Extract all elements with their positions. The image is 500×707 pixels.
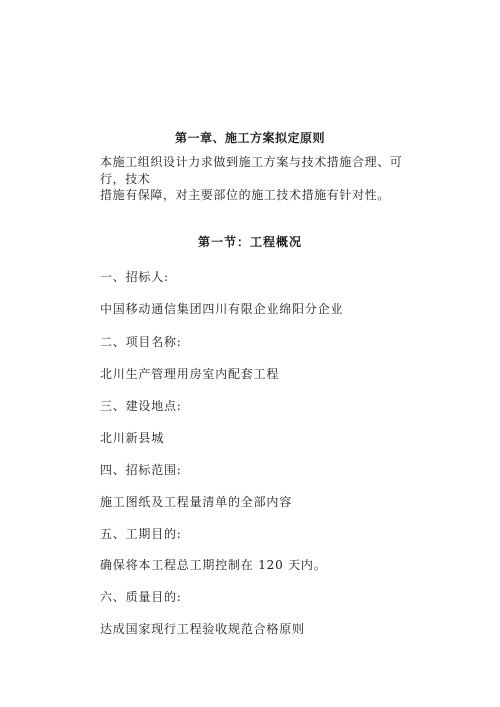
item-value-tenderer: 中国移动通信集团四川有限企业绵阳分企业 <box>100 302 344 316</box>
item-value-scope: 施工图纸及工程量清单的全部内容 <box>100 495 293 509</box>
item-value-project-name: 北川生产管理用房室内配套工程 <box>100 367 280 381</box>
item-heading-location: 三、建设地点: <box>100 399 182 413</box>
item-heading-quality: 六、质量目的: <box>100 590 182 604</box>
intro-paragraph-line-2: 措施有保障，对主要部位的施工技术措施有针对性。 <box>100 188 390 202</box>
item-heading-project-name: 二、项目名称: <box>100 335 182 349</box>
chapter-title: 第一章、施工方案拟定原则 <box>174 131 325 145</box>
item-heading-scope: 四、招标范围: <box>100 463 182 477</box>
item-value-location: 北川新县城 <box>100 431 165 445</box>
item-value-schedule: 确保将本工程总工期控制在 120 天内。 <box>100 558 327 572</box>
item-heading-schedule: 五、工期目的: <box>100 527 182 541</box>
section-title: 第一节：工程概况 <box>197 235 302 249</box>
item-heading-tenderer: 一、招标人: <box>100 270 169 284</box>
item-value-quality: 达成国家现行工程验收规范合格原则 <box>100 622 305 636</box>
intro-paragraph-line-1: 本施工组织设计力求做到施工方案与技术措施合理、可行，技术 <box>100 155 403 186</box>
